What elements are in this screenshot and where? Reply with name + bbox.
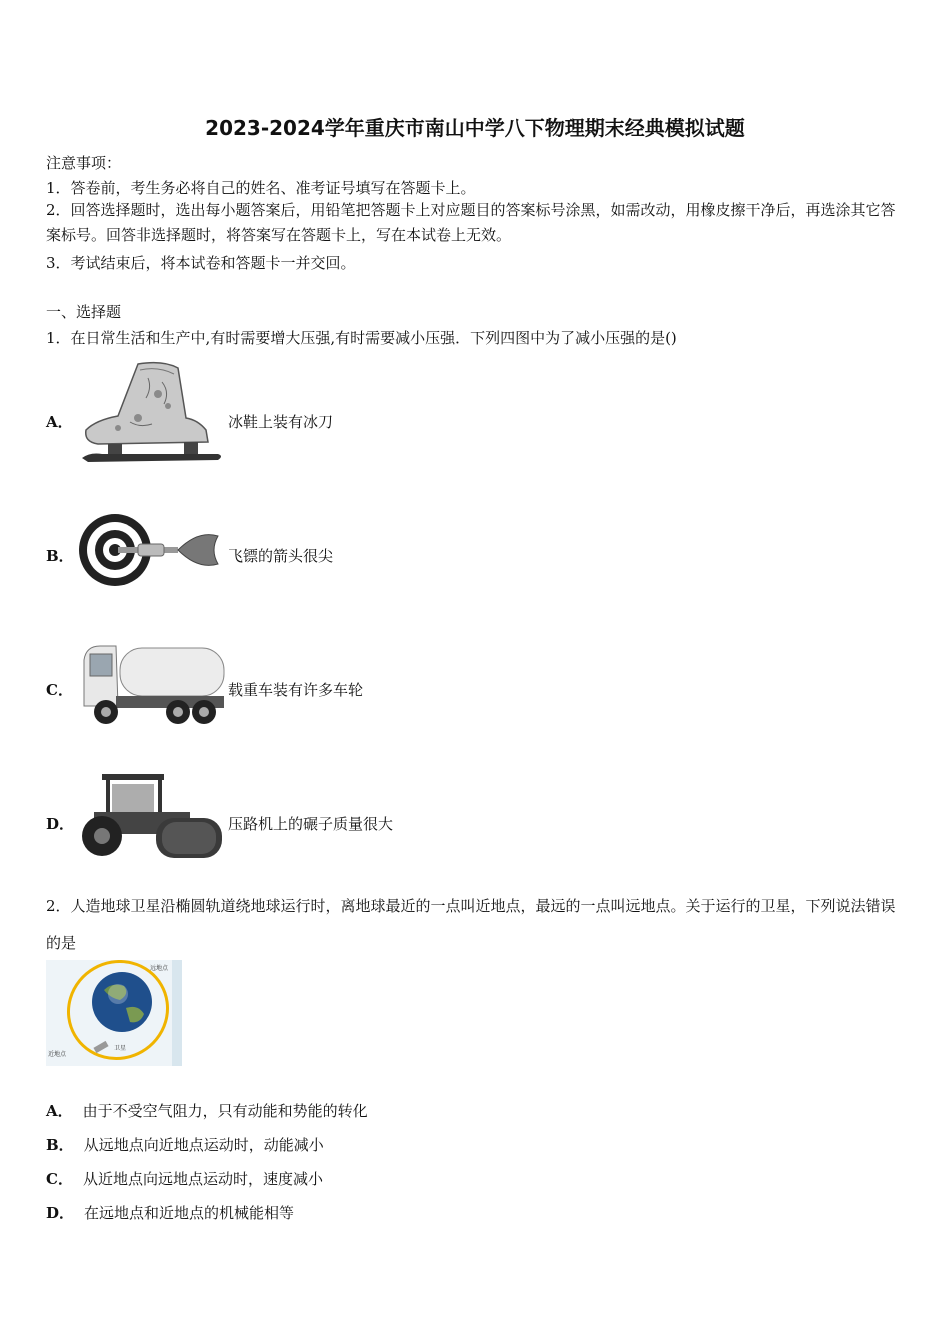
far-point-label: 远地点 xyxy=(150,965,169,972)
q2-option-b xyxy=(46,1134,324,1155)
q2-option-c-text: 从近地点向远地点运动时，速度减小 xyxy=(82,1170,323,1188)
q2-option-d xyxy=(46,1202,294,1223)
q1-option-a-letter: A． xyxy=(46,413,73,431)
q2-option-a-letter: A． xyxy=(46,1102,73,1120)
ice-skate-icon xyxy=(78,358,226,468)
q1-option-d-letter: D． xyxy=(46,815,75,833)
dart-target-icon xyxy=(78,510,228,590)
q2-option-a-text: 由于不受空气阻力，只有动能和势能的转化 xyxy=(82,1102,368,1120)
q2-option-c xyxy=(46,1168,323,1189)
notice-item-1: 1．答卷前，考生务必将自己的姓名、准考证号填写在答题卡上。 xyxy=(46,179,476,197)
q1-option-d-text: 压路机上的碾子质量很大 xyxy=(228,815,394,833)
question-2-stem: 2．人造地球卫星沿椭圆轨道绕地球运行时，离地球最近的一点叫近地点，最远的一点叫远地点。关于运行的卫星，下列说法错误的是 xyxy=(46,897,896,952)
q1-option-b-letter: B． xyxy=(46,547,74,565)
q1-option-a-text: 冰鞋上装有冰刀 xyxy=(228,413,334,431)
q2-option-d-letter: D． xyxy=(46,1204,75,1222)
page-title: 2023-2024学年重庆市南山中学八下物理期末经典模拟试题 xyxy=(205,116,745,140)
section-heading: 一、选择题 xyxy=(46,303,122,321)
satellite-label: 卫星 xyxy=(114,1045,127,1052)
notice-item-3: 3．考试结束后，将本试卷和答题卡一并交回。 xyxy=(46,254,356,272)
satellite-orbit-figure xyxy=(46,960,182,1066)
question-1-stem: 1．在日常生活和生产中,有时需要增大压强,有时需要减小压强．下列四图中为了减小压强的是() xyxy=(46,329,677,347)
q2-option-b-text: 从远地点向近地点运动时，动能减小 xyxy=(83,1136,324,1154)
notice-item-2: 2．回答选择题时，选出每小题答案后，用铅笔把答题卡上对应题目的答案标号涂黑，如需改动，用橡皮擦干净后，再选涂其它答案标号。回答非选择题时，将答案写在答题卡上，写在本试卷上无效。 xyxy=(46,201,896,244)
q1-option-b-text: 飞镖的箭头很尖 xyxy=(228,547,334,565)
q2-option-b-letter: B． xyxy=(46,1136,74,1154)
q1-option-c-text: 载重车装有许多车轮 xyxy=(228,681,364,699)
near-point-label: 近地点 xyxy=(48,1051,67,1058)
q2-option-c-letter: C． xyxy=(46,1170,73,1188)
notice-heading: 注意事项： xyxy=(46,154,122,172)
q1-option-c-letter: C． xyxy=(46,681,73,699)
road-roller-icon xyxy=(78,770,226,862)
q2-option-d-text: 在远地点和近地点的机械能相等 xyxy=(84,1204,295,1222)
q2-option-a xyxy=(46,1100,368,1121)
tanker-truck-icon xyxy=(80,640,226,730)
